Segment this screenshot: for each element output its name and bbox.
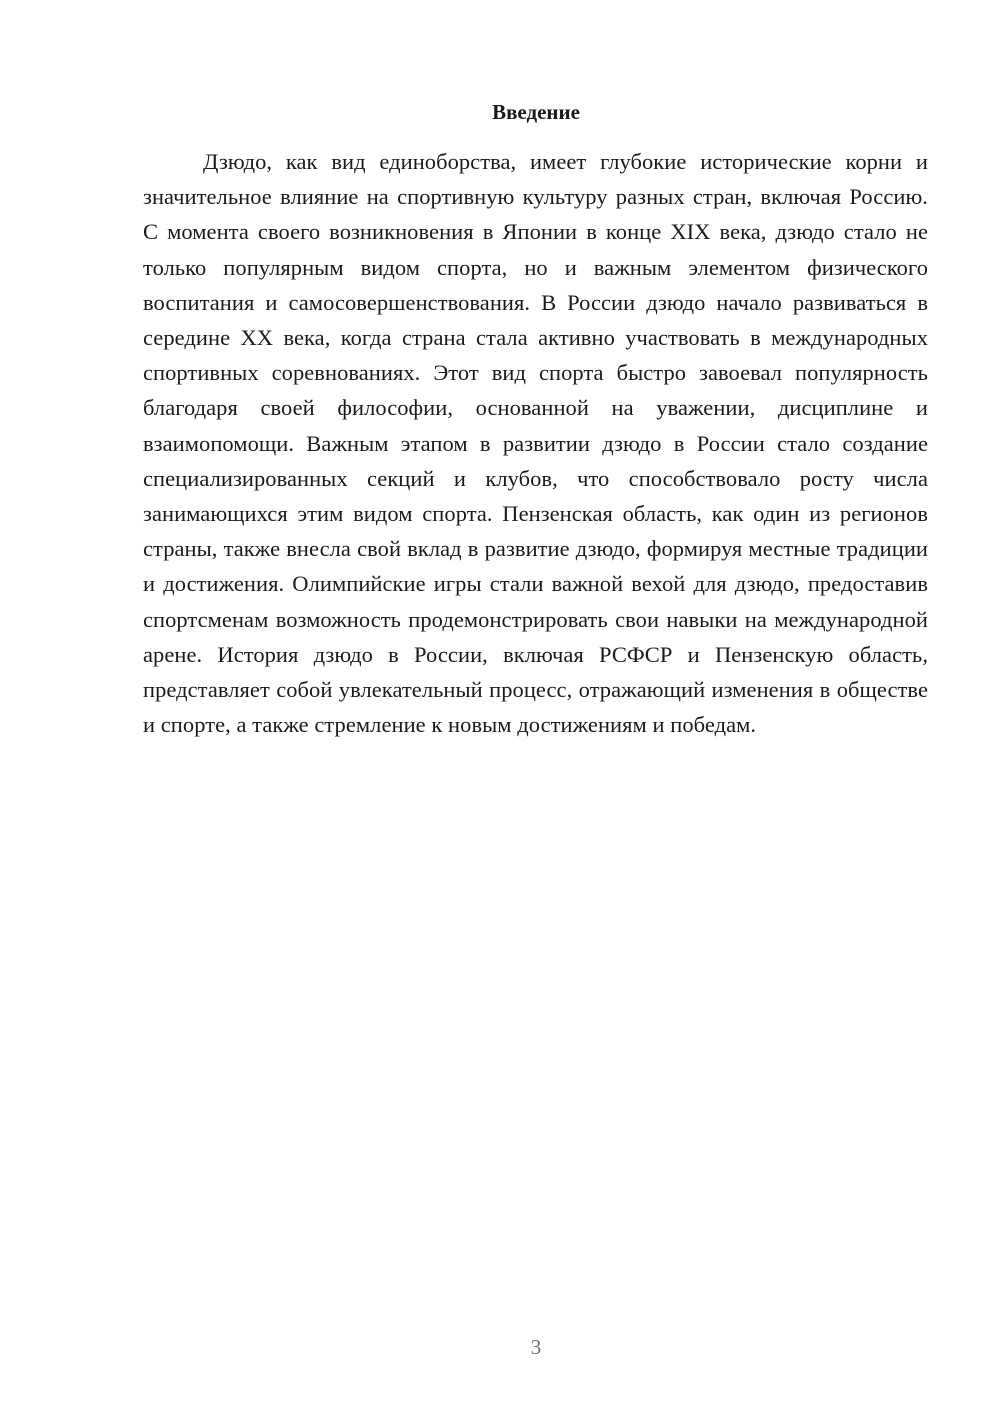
section-heading: Введение bbox=[492, 100, 580, 124]
page-number: 3 bbox=[530, 1335, 542, 1359]
body-paragraph: Дзюдо, как вид единоборства, имеет глубокие исторические корни и значительное влияние на спортивную культуру разных стран, включая Россию. С момента своего возникновения в Японии в конце XIX века, дзюдо стало не только популярным видом спорта, но и важным элементом физического воспитания и самосовершенствования. В России дзюдо начало развиваться в середине XX века, когда страна стала активно участвовать в международных спортивных соревнованиях. Этот вид спорта быстро завоевал популярность благодаря своей философии, основанной на уважении, дисциплине и взаимопомощи. Важным этапом в развитии дзюдо в России стало создание специализированных секций и клубов, что способствовало росту числа занимающихся этим видом спорта. Пензенская область, как один из регионов страны, также внесла свой вклад в развитие дзюдо, формируя местные традиции и достижения. Олимпийские игры стали важной вехой для дзюдо, предоставив спортсменам возможность продемонстрировать свои навыки на международной арене. История дзюдо в России, включая РСФСР и Пензенскую область, представляет собой увлекательный процесс, отражающий изменения в обществе и спорте, а также стремление к новым достижениям и победам. bbox=[143, 149, 928, 738]
